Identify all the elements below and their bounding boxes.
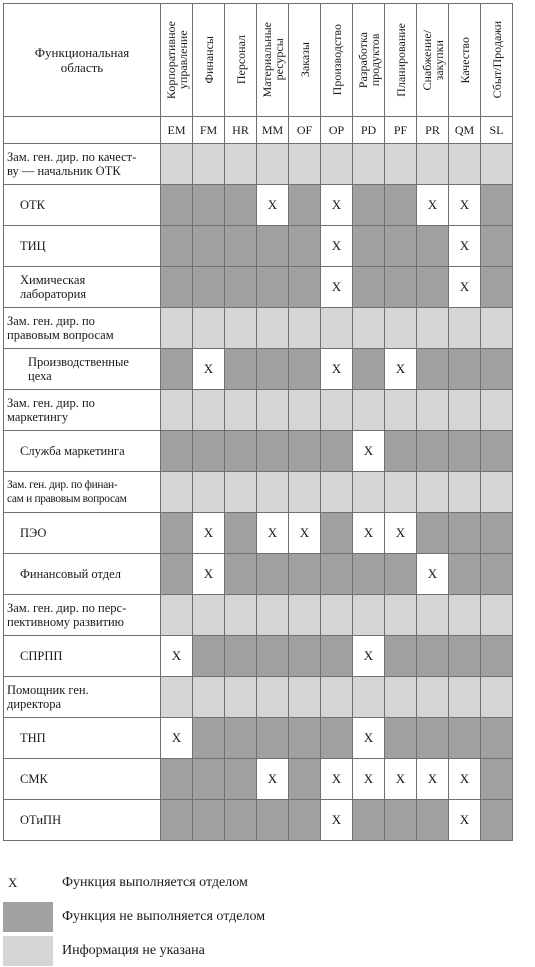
cell-not-specified-em [161, 595, 193, 636]
cell-not-specified-hr [225, 472, 257, 513]
table-row [4, 718, 513, 759]
cell-not-specified-op [321, 390, 353, 431]
row-label: ОТиПН [4, 800, 161, 841]
cell-not-specified-mm [257, 677, 289, 718]
cell-not-performed-em [161, 226, 193, 267]
cell-not-specified-em [161, 677, 193, 718]
table-row [4, 800, 513, 841]
cell-not-specified-of [289, 595, 321, 636]
legend-item-dark [0, 902, 535, 932]
cell-not-specified-fm [193, 472, 225, 513]
cell-not-performed-sl [481, 226, 513, 267]
cell-not-performed-sl [481, 431, 513, 472]
column-code-qm: QM [449, 117, 481, 144]
cell-not-performed-hr [225, 267, 257, 308]
cell-not-specified-hr [225, 308, 257, 349]
column-name: Материальные ресурсы [259, 22, 286, 98]
row-label: СПРПП [4, 636, 161, 677]
legend-text: Информация не указана [62, 943, 205, 958]
table-row [4, 267, 513, 308]
legend-text: Функция выполняется отделом [62, 875, 248, 890]
cell-not-performed-hr [225, 718, 257, 759]
table-row [4, 759, 513, 800]
cell-not-specified-qm [449, 595, 481, 636]
code-row [4, 117, 513, 144]
column-name: Разработка продуктов [355, 31, 382, 89]
column-code-mm: MM [257, 117, 289, 144]
cell-not-specified-hr [225, 677, 257, 718]
cell-not-specified-pr [417, 144, 449, 185]
cell-not-specified-qm [449, 390, 481, 431]
cell-not-performed-qm [449, 349, 481, 390]
row-label: Зам. ген. дир. по правовым вопросам [4, 308, 161, 349]
cell-not-performed-pd [353, 800, 385, 841]
column-header-fm [193, 4, 225, 117]
cell-performed-op: X [321, 759, 353, 800]
row-label: Зам. ген. дир. по маркетингу [4, 390, 161, 431]
row-label: Зам. ген. дир. по финан- сам и правовым вопросам [4, 472, 161, 513]
column-name: Снабжение/ закупки [419, 29, 446, 91]
legend-item-light [0, 936, 535, 966]
cell-not-performed-hr [225, 431, 257, 472]
cell-not-performed-of [289, 759, 321, 800]
column-header-mm [257, 4, 289, 117]
cell-not-performed-qm [449, 431, 481, 472]
cell-not-specified-sl [481, 472, 513, 513]
cell-not-performed-op [321, 718, 353, 759]
cell-performed-mm: X [257, 185, 289, 226]
cell-not-performed-sl [481, 718, 513, 759]
cell-not-specified-em [161, 308, 193, 349]
cell-not-performed-fm [193, 431, 225, 472]
cell-not-specified-qm [449, 472, 481, 513]
cell-not-performed-pr [417, 800, 449, 841]
cell-not-performed-pd [353, 349, 385, 390]
cell-not-performed-em [161, 267, 193, 308]
cell-not-specified-mm [257, 144, 289, 185]
cell-not-specified-of [289, 472, 321, 513]
cell-not-performed-em [161, 349, 193, 390]
cell-not-specified-qm [449, 144, 481, 185]
cell-not-specified-pf [385, 677, 417, 718]
cell-not-specified-sl [481, 308, 513, 349]
cell-not-performed-mm [257, 718, 289, 759]
column-code-em: EM [161, 117, 193, 144]
cell-not-performed-sl [481, 759, 513, 800]
column-name: Финансы [201, 36, 216, 84]
functional-area-header: Функциональная область [4, 4, 161, 117]
row-label: Финансовый отдел [4, 554, 161, 595]
row-label: ПЭО [4, 513, 161, 554]
cell-not-performed-fm [193, 267, 225, 308]
cell-not-performed-hr [225, 185, 257, 226]
cell-not-performed-sl [481, 185, 513, 226]
cell-not-performed-mm [257, 349, 289, 390]
table-row [4, 513, 513, 554]
table-row [4, 595, 513, 636]
column-code-fm: FM [193, 117, 225, 144]
cell-not-performed-mm [257, 800, 289, 841]
cell-not-specified-op [321, 144, 353, 185]
cell-performed-em: X [161, 636, 193, 677]
cell-performed-qm: X [449, 267, 481, 308]
table-row [4, 636, 513, 677]
cell-not-specified-mm [257, 595, 289, 636]
cell-not-performed-em [161, 431, 193, 472]
table-row [4, 308, 513, 349]
column-header-pr [417, 4, 449, 117]
cell-not-specified-pf [385, 472, 417, 513]
cell-not-performed-pr [417, 513, 449, 554]
cell-not-specified-em [161, 144, 193, 185]
cell-not-specified-hr [225, 144, 257, 185]
cell-not-performed-of [289, 636, 321, 677]
row-label: Химическая лаборатория [4, 267, 161, 308]
function-matrix-table [3, 3, 513, 841]
cell-not-specified-qm [449, 677, 481, 718]
cell-not-specified-pr [417, 390, 449, 431]
cell-not-performed-hr [225, 226, 257, 267]
column-header-of [289, 4, 321, 117]
cell-performed-pd: X [353, 759, 385, 800]
row-label: ОТК [4, 185, 161, 226]
cell-not-performed-sl [481, 349, 513, 390]
cell-not-specified-pr [417, 595, 449, 636]
cell-not-specified-op [321, 472, 353, 513]
column-code-hr: HR [225, 117, 257, 144]
cell-not-performed-hr [225, 513, 257, 554]
cell-performed-pd: X [353, 636, 385, 677]
row-label: Помощник ген. директора [4, 677, 161, 718]
cell-not-performed-hr [225, 800, 257, 841]
cell-not-performed-pr [417, 636, 449, 677]
cell-not-specified-mm [257, 390, 289, 431]
cell-not-performed-sl [481, 636, 513, 677]
column-name: Планирование [393, 23, 408, 97]
cell-performed-pr: X [417, 185, 449, 226]
cell-not-specified-of [289, 677, 321, 718]
table-row [4, 226, 513, 267]
cell-not-specified-em [161, 472, 193, 513]
cell-not-performed-pd [353, 226, 385, 267]
column-name: Корпоративное управление [163, 20, 190, 100]
cell-not-performed-fm [193, 636, 225, 677]
cell-not-performed-em [161, 554, 193, 595]
cell-performed-qm: X [449, 759, 481, 800]
cell-not-performed-em [161, 185, 193, 226]
cell-performed-op: X [321, 185, 353, 226]
cell-not-specified-sl [481, 595, 513, 636]
cell-not-performed-of [289, 185, 321, 226]
cell-not-performed-of [289, 800, 321, 841]
cell-not-specified-op [321, 595, 353, 636]
cell-not-performed-qm [449, 513, 481, 554]
cell-not-specified-pr [417, 472, 449, 513]
legend-swatch-dark [3, 902, 53, 932]
table-row [4, 431, 513, 472]
cell-performed-pd: X [353, 513, 385, 554]
cell-not-performed-sl [481, 554, 513, 595]
cell-not-performed-pf [385, 431, 417, 472]
cell-not-performed-of [289, 718, 321, 759]
cell-not-performed-mm [257, 431, 289, 472]
cell-not-specified-mm [257, 472, 289, 513]
cell-not-performed-mm [257, 226, 289, 267]
cell-performed-pf: X [385, 759, 417, 800]
table-row [4, 185, 513, 226]
column-header-op [321, 4, 353, 117]
row-label: Производственные цеха [4, 349, 161, 390]
cell-performed-fm: X [193, 513, 225, 554]
cell-not-performed-qm [449, 636, 481, 677]
cell-performed-pd: X [353, 718, 385, 759]
table-row [4, 144, 513, 185]
cell-not-performed-op [321, 636, 353, 677]
cell-not-performed-pr [417, 431, 449, 472]
cell-not-specified-fm [193, 390, 225, 431]
column-code-pd: PD [353, 117, 385, 144]
cell-not-performed-mm [257, 267, 289, 308]
cell-not-performed-pd [353, 554, 385, 595]
cell-not-performed-pf [385, 800, 417, 841]
column-header-sl [481, 4, 513, 117]
cell-not-performed-pd [353, 185, 385, 226]
legend-symbol-x: X [8, 875, 18, 890]
column-code-pr: PR [417, 117, 449, 144]
cell-not-performed-pf [385, 185, 417, 226]
table-row [4, 472, 513, 513]
cell-performed-fm: X [193, 349, 225, 390]
column-name: Производство [329, 24, 344, 96]
cell-performed-op: X [321, 267, 353, 308]
cell-not-performed-hr [225, 554, 257, 595]
cell-not-specified-qm [449, 308, 481, 349]
cell-not-performed-em [161, 800, 193, 841]
cell-not-specified-pd [353, 390, 385, 431]
cell-not-specified-sl [481, 144, 513, 185]
table-row [4, 677, 513, 718]
cell-performed-em: X [161, 718, 193, 759]
cell-not-specified-fm [193, 308, 225, 349]
cell-not-performed-op [321, 554, 353, 595]
row-label: ТИЦ [4, 226, 161, 267]
cell-not-performed-hr [225, 759, 257, 800]
column-name: Сбыт/Продажи [489, 21, 504, 99]
cell-not-specified-pd [353, 595, 385, 636]
cell-not-performed-hr [225, 349, 257, 390]
row-label: Служба маркетинга [4, 431, 161, 472]
cell-not-performed-qm [449, 554, 481, 595]
cell-not-specified-fm [193, 677, 225, 718]
cell-not-performed-em [161, 759, 193, 800]
cell-not-performed-pf [385, 267, 417, 308]
cell-not-performed-of [289, 554, 321, 595]
cell-not-performed-of [289, 349, 321, 390]
cell-not-performed-pf [385, 636, 417, 677]
cell-performed-op: X [321, 349, 353, 390]
cell-not-performed-pd [353, 267, 385, 308]
legend-text: Функция не выполняется отделом [62, 909, 266, 924]
column-code-of: OF [289, 117, 321, 144]
cell-not-performed-sl [481, 800, 513, 841]
cell-performed-fm: X [193, 554, 225, 595]
cell-performed-pd: X [353, 431, 385, 472]
cell-not-performed-pf [385, 554, 417, 595]
column-header-hr [225, 4, 257, 117]
cell-not-performed-op [321, 431, 353, 472]
code-row-spacer [4, 117, 161, 144]
column-code-op: OP [321, 117, 353, 144]
cell-not-performed-sl [481, 513, 513, 554]
cell-performed-qm: X [449, 185, 481, 226]
cell-not-specified-pr [417, 677, 449, 718]
cell-not-performed-sl [481, 267, 513, 308]
cell-not-performed-fm [193, 226, 225, 267]
table-row [4, 554, 513, 595]
cell-not-specified-pf [385, 308, 417, 349]
cell-not-performed-of [289, 226, 321, 267]
cell-not-performed-pf [385, 718, 417, 759]
table-row [4, 390, 513, 431]
cell-performed-qm: X [449, 800, 481, 841]
row-label: СМК [4, 759, 161, 800]
cell-performed-qm: X [449, 226, 481, 267]
cell-not-specified-op [321, 677, 353, 718]
cell-performed-pf: X [385, 513, 417, 554]
cell-not-performed-hr [225, 636, 257, 677]
column-name: Качество [457, 36, 472, 84]
cell-not-specified-pd [353, 144, 385, 185]
column-name: Персонал [233, 35, 248, 85]
cell-not-specified-pd [353, 308, 385, 349]
cell-performed-op: X [321, 800, 353, 841]
cell-not-performed-fm [193, 718, 225, 759]
cell-not-specified-of [289, 308, 321, 349]
row-label: Зам. ген. дир. по качест- ву — начальник ОТК [4, 144, 161, 185]
column-code-pf: PF [385, 117, 417, 144]
column-header-pf [385, 4, 417, 117]
cell-not-specified-pf [385, 144, 417, 185]
cell-not-performed-of [289, 267, 321, 308]
cell-not-performed-qm [449, 718, 481, 759]
cell-not-performed-em [161, 513, 193, 554]
column-header-qm [449, 4, 481, 117]
cell-not-specified-sl [481, 390, 513, 431]
cell-not-performed-pr [417, 349, 449, 390]
column-name: Заказы [297, 42, 312, 78]
cell-performed-pr: X [417, 554, 449, 595]
cell-not-performed-pf [385, 226, 417, 267]
cell-not-performed-of [289, 431, 321, 472]
cell-not-specified-pd [353, 677, 385, 718]
cell-not-performed-fm [193, 800, 225, 841]
table-row [4, 349, 513, 390]
cell-performed-pf: X [385, 349, 417, 390]
cell-not-specified-fm [193, 144, 225, 185]
column-header-pd [353, 4, 385, 117]
cell-not-specified-pr [417, 308, 449, 349]
row-label: Зам. ген. дир. по перс- пективному развитию [4, 595, 161, 636]
cell-not-specified-em [161, 390, 193, 431]
column-header-em [161, 4, 193, 117]
cell-performed-mm: X [257, 513, 289, 554]
cell-not-performed-fm [193, 759, 225, 800]
cell-not-specified-pf [385, 595, 417, 636]
matrix-body [4, 144, 513, 841]
cell-not-specified-pd [353, 472, 385, 513]
legend-item-x [0, 868, 535, 898]
cell-not-performed-pr [417, 718, 449, 759]
header-row [4, 4, 513, 117]
cell-not-specified-sl [481, 677, 513, 718]
cell-not-specified-of [289, 390, 321, 431]
cell-performed-pr: X [417, 759, 449, 800]
cell-not-specified-pf [385, 390, 417, 431]
cell-not-specified-hr [225, 390, 257, 431]
cell-performed-mm: X [257, 759, 289, 800]
cell-not-performed-pr [417, 226, 449, 267]
cell-not-specified-of [289, 144, 321, 185]
cell-performed-of: X [289, 513, 321, 554]
cell-not-specified-hr [225, 595, 257, 636]
cell-not-performed-fm [193, 185, 225, 226]
cell-not-performed-mm [257, 554, 289, 595]
cell-not-specified-op [321, 308, 353, 349]
cell-not-performed-mm [257, 636, 289, 677]
column-code-sl: SL [481, 117, 513, 144]
cell-not-specified-mm [257, 308, 289, 349]
legend-swatch-light [3, 936, 53, 966]
cell-performed-op: X [321, 226, 353, 267]
cell-not-performed-op [321, 513, 353, 554]
cell-not-specified-fm [193, 595, 225, 636]
row-label: ТНП [4, 718, 161, 759]
cell-not-performed-pr [417, 267, 449, 308]
